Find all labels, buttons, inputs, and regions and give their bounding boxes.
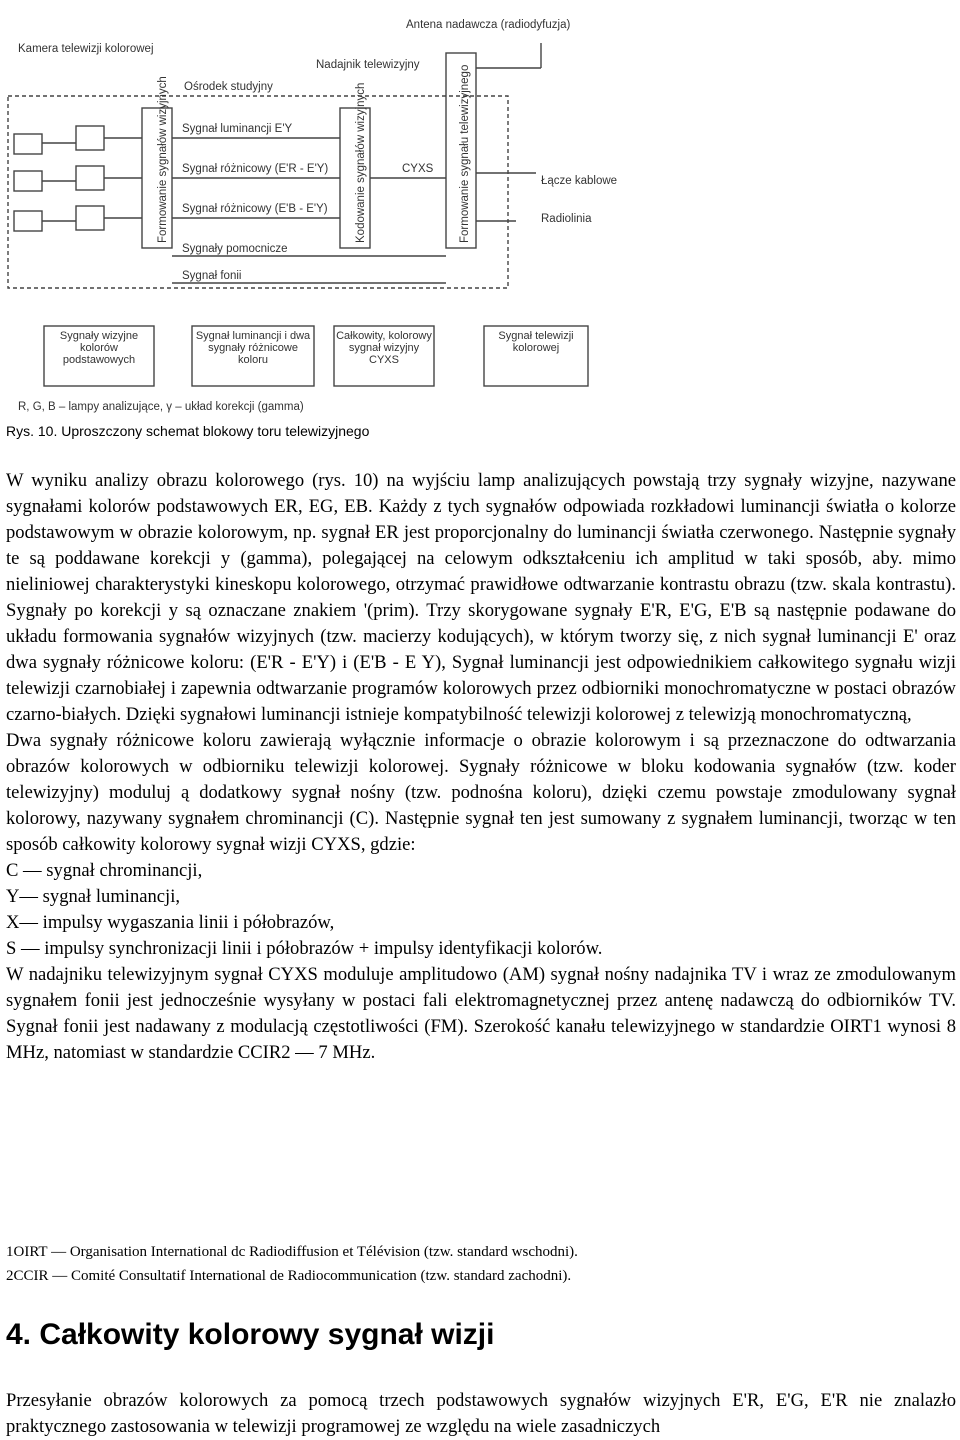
label-cable: Łącze kablowe [541,175,618,187]
label-modulation: Formowanie sygnału telewizyjnego [459,64,471,243]
paragraph: W nadajniku telewizyjnym sygnał CYXS moduluje amplitudowo (AM) sygnał nośny nadajnika TV i wraz ze zmodulowanym sygnałem fonii jest jednocześnie wysyłany w postaci fali elektromagnetycznej przez antenę nadawczą do odbiorników TV. Sygnał fonii jest nadawany z modulacją częstotliwości (FM). Szerokość kanału telewizyjnego w standardzie OIRT1 wynosi 8 MHz, natomiast w standardzie CCIR2 — 7 MHz. [6,964,956,1063]
label-diff-r: Sygnał różnicowy (E'R - E'Y) [182,163,329,175]
label-transmitter: Nadajnik telewizyjny [316,59,420,71]
label-aux: Sygnały pomocnicze [182,243,288,255]
footnote: 2CCIR — Comité Consultatif International de Radiocommunication (tzw. standard zachodni). [6,1268,572,1284]
diagram-legend: R, G, B – lampy analizujące, γ – układ korekcji (gamma) [18,401,304,413]
section-heading: 4. Całkowity kolorowy sygnał wizji [6,1318,495,1351]
paragraph: Przesyłanie obrazów kolorowych za pomocą trzech podstawowych sygnałów wizyjnych E'R, E'G, E'R nie znalazło praktycznego zastosowania w telewizji programowej ze względu na wiele zasadniczych [6,1390,956,1437]
box-composite-signal: Całkowity, kolorowy sygnał wizyjny CYXS [336,330,432,366]
label-lum: Sygnał luminancji E'Y [182,123,293,135]
label-diff-b: Sygnał różnicowy (E'B - E'Y) [182,203,328,215]
footnote: 1OIRT — Organisation International dc Radiodiffusion et Télévision (tzw. standard wschodni). [6,1244,578,1260]
definition-item: X— impulsy wygaszania linii i półobrazów, [6,912,335,933]
definition-item: Y— sygnał luminancji, [6,886,181,907]
definition-item: C — sygnał chrominancji, [6,860,203,881]
body-text [6,468,956,1066]
definition-item: S — impulsy synchronizacji linii i półobrazów + impulsy identyfikacji kolorów. [6,938,603,959]
footnotes [6,1240,956,1288]
label-studio: Ośrodek studyjny [184,81,273,93]
label-sound: Sygnał fonii [182,270,242,282]
block-diagram [6,8,618,420]
label-antenna: Antena nadawcza (radiodyfuzja) [406,19,571,31]
label-coding: Kodowanie sygnałów wizyjnych [355,82,367,243]
label-cyxs: CYXS [402,163,434,175]
paragraph: W wyniku analizy obrazu kolorowego (rys. 10) na wyjściu lamp analizujących powstają trzy sygnały wizyjne, nazywane sygnałami kolorów podstawowych ER, EG, EB. Każdy z tych sygnałów odpowiada rozkładowi luminancji światła o kolorze podstawowym w obrazie kolorowym, np. sygnał ER jest proporcjonalny do luminancji światła czerwonego. Następnie sygnały te są poddawane korekcji y (gamma), polegającej na celowym odkształceniu ich amplitud w taki sposób, aby. mimo nieliniowej charakterystyki kineskopu kolorowego, otrzymać prawidłowe odtwarzanie kontrastu obrazu (tzw. skala kontrastu). Sygnały po korekcji y są oznaczane znakiem '(prim). Trzy skorygowane sygnały E'R, E'G, E'B są następnie podawane do układu formowania sygnałów wizyjnych (tzw. macierzy kodujących), w którym tworzy się, z nich sygnał luminancji E' oraz dwa sygnały różnicowe koloru: (E'R - E'Y) i (E'B - E Y), Sygnał luminancji jest odpowiednikiem całkowitego sygnału wizji telewizji czarnobiałej i zapewnia odtwarzanie programów kolorowych przez odbiorniki monochromatyczne w postaci obrazów czarno-białych. Dzięki sygnałowi luminancji istnieje kompatybilność telewizji kolorowej z telewizją monochromatyczną, [6,470,956,725]
figure-caption: Rys. 10. Uproszczony schemat blokowy toru telewizyjnego [6,423,370,439]
box-luminance-signals: Sygnał luminancji i dwa sygnały różnicowe koloru [195,330,311,366]
label-radio: Radiolinia [541,213,592,225]
label-forming: Formowanie sygnałów wizyjnych [157,76,169,243]
paragraph: Dwa sygnały różnicowe koloru zawierają wyłącznie informacje o obrazie kolorowym i są przeznaczone do odtwarzania obrazów kolorowych w odbiorniku telewizji kolorowej. Sygnały różnicowe w bloku kodowania sygnałów (tzw. koder telewizyjny) moduluj ą dodatkowy sygnał nośny (tzw. podnośna koloru), dzięki czemu powstaje zmodulowany sygnał kolorowy, nazywany sygnałem chrominancji (C). Następnie sygnał ten jest sumowany z sygnałem luminancji, tworząc w ten sposób całkowity kolorowy sygnał wizji CYXS, gdzie: [6,730,956,855]
box-primary-signals: Sygnały wizyjne kolorów podstawowych [59,330,139,366]
label-camera: Kamera telewizji kolorowej [18,43,154,55]
box-tv-signal: Sygnał telewizji kolorowej [498,330,574,354]
